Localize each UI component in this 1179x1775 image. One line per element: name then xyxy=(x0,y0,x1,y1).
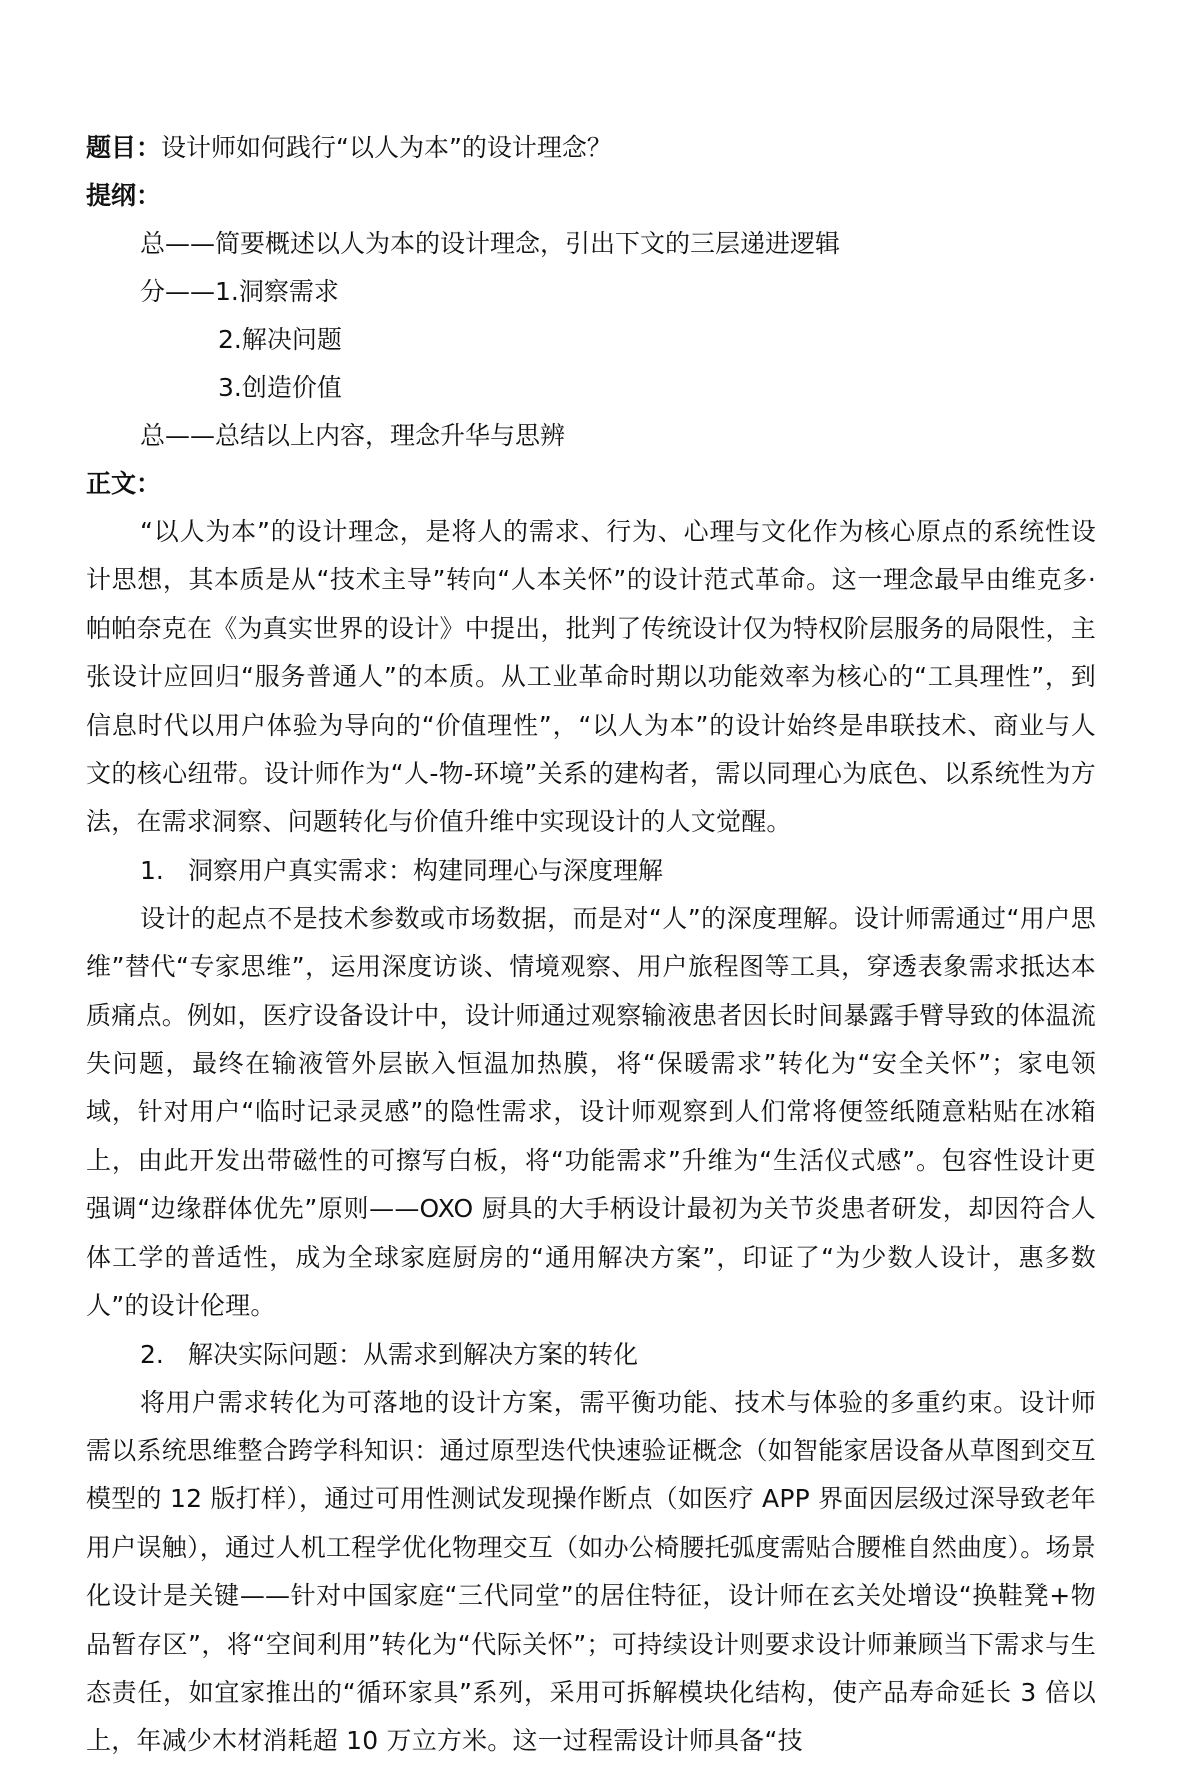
section-2-title: 解决实际问题：从需求到解决方案的转化 xyxy=(188,1339,639,1369)
outline-item-intro: 总——简要概述以人为本的设计理念，引出下文的三层递进逻辑 xyxy=(140,229,841,258)
section-2-heading xyxy=(86,1331,1096,1379)
section-1-heading xyxy=(86,847,1096,895)
outline-item-part2: 2.解决问题 xyxy=(218,325,342,354)
outline-item-conclusion: 总——总结以上内容，理念升华与思辨 xyxy=(140,421,566,450)
outline-item-part1: 分——1.洞察需求 xyxy=(140,277,339,306)
section-1-paragraph: 设计的起点不是技术参数或市场数据，而是对“人”的深度理解。设计师需通过“用户思维”替代“专家思维”，运用深度访谈、情境观察、用户旅程图等工具，穿透表象需求抵达本质痛点。例如，医疗设备设计中，设计师通过观察输液患者因长时间暴露手臂导致的体温流失问题，最终在输液管外层嵌入恒温加热膜，将“保暖需求”转化为“安全关怀”；家电领域，针对用户“临时记录灵感”的隐性需求，设计师观察到人们常将便签纸随意粘贴在冰箱上，由此开发出带磁性的可擦写白板，将“功能需求”升维为“生活仪式感”。包容性设计更强调“边缘群体优先”原则——OXO 厨具的大手柄设计最初为关节炎患者研发，却因符合人体工学的普适性，成为全球家庭厨房的“通用解决方案”，印证了“为少数人设计，惠多数人”的设计伦理。 xyxy=(86,903,1096,1321)
intro-paragraph: “以人为本”的设计理念，是将人的需求、行为、心理与文化作为核心原点的系统性设计思想，其本质是从“技术主导”转向“人本关怀”的设计范式革命。这一理念最早由维克多·帕帕奈克在《为真实世界的设计》中提出，批判了传统设计仅为特权阶层服务的局限性，主张设计应回归“服务普通人”的本质。从工业革命时期以功能效率为核心的“工具理性”，到信息时代以用户体验为导向的“价值理性”，“以人为本”的设计始终是串联技术、商业与人文的核心纽带。设计师作为“人-物-环境”关系的建构者，需以同理心为底色、以系统性为方法，在需求洞察、问题转化与价值升维中实现设计的人文觉醒。 xyxy=(86,517,1096,837)
section-1-title: 洞察用户真实需求：构建同理心与深度理解 xyxy=(188,855,664,885)
document-page xyxy=(86,124,1096,1766)
title-label: 题目： xyxy=(86,133,162,162)
section-2-number: 2. xyxy=(140,1339,164,1369)
body-label: 正文： xyxy=(86,469,162,498)
section-2-paragraph: 将用户需求转化为可落地的设计方案，需平衡功能、技术与体验的多重约束。设计师需以系统思维整合跨学科知识：通过原型迭代快速验证概念（如智能家居设备从草图到交互模型的 12 版打样），通过可用性测试发现操作断点（如医疗 APP 界面因层级过深导致老年用户误触），通过人机工程学优化物理交互（如办公椅腰托弧度需贴合腰椎自然曲度）。场景化设计是关键——针对中国家庭“三代同堂”的居住特征，设计师在玄关处增设“换鞋凳+物品暂存区”，将“空间利用”转化为“代际关怀”；可持续设计则要求设计师兼顾当下需求与生态责任，如宜家推出的“循环家具”系列，采用可拆解模块化结构，使产品寿命延长 3 倍以上，年减少木材消耗超 10 万立方米。这一过程需设计师具备“技 xyxy=(86,1387,1096,1756)
title-line xyxy=(86,124,1096,172)
outline-label: 提纲： xyxy=(86,181,162,210)
title-text: 设计师如何践行“以人为本”的设计理念？ xyxy=(161,133,612,162)
section-1-number: 1. xyxy=(140,855,164,885)
outline-item-part3: 3.创造价值 xyxy=(218,373,342,402)
